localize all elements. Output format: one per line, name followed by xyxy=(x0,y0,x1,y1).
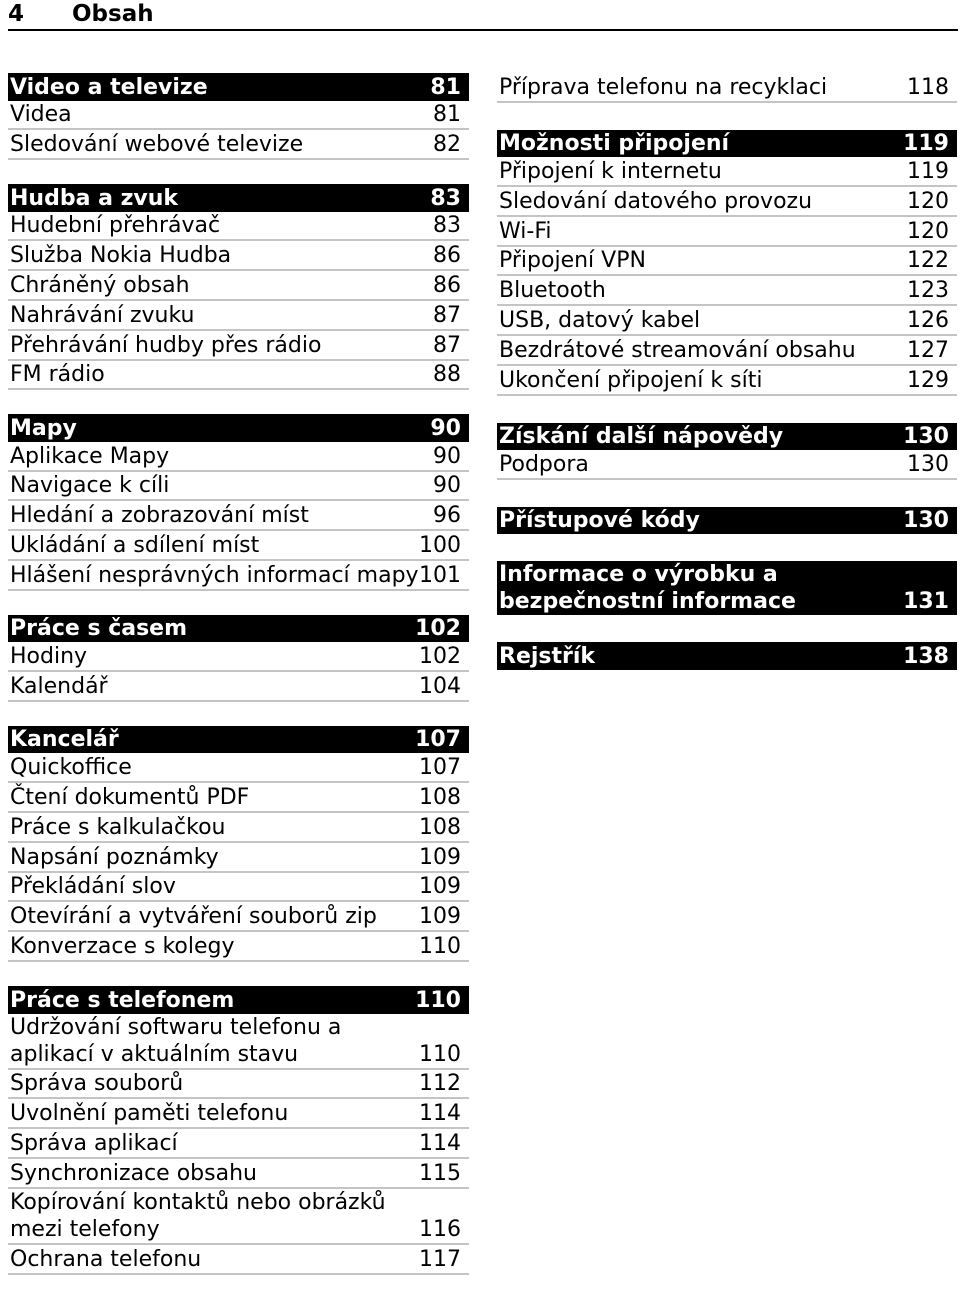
toc-entry-page: 116 xyxy=(419,1216,461,1242)
toc-entry[interactable] xyxy=(8,472,469,502)
toc-entry[interactable] xyxy=(8,212,469,242)
toc-entry-title: Hodiny xyxy=(10,644,88,670)
toc-section-title: Mapy xyxy=(10,415,77,441)
toc-section-page: 119 xyxy=(903,131,949,157)
toc-entry-page: 108 xyxy=(419,814,461,840)
toc-section-page: 130 xyxy=(903,424,949,450)
toc-section xyxy=(497,130,957,396)
toc-entry-page: 109 xyxy=(419,904,461,930)
toc-section-heading[interactable] xyxy=(8,615,469,643)
toc-entry-title: Navigace k cíli xyxy=(10,473,170,499)
toc-entry-title: Připojení VPN xyxy=(499,248,646,274)
toc-entry-title: Quickoffice xyxy=(10,755,132,781)
toc-entry-title: Aplikace Mapy xyxy=(10,443,170,469)
toc-section-page: 138 xyxy=(903,643,949,669)
toc-entry-page: 82 xyxy=(433,132,461,158)
toc-entry-page: 102 xyxy=(419,644,461,670)
toc-section xyxy=(497,507,957,535)
toc-entry-page: 108 xyxy=(419,785,461,811)
toc-entry-page: 112 xyxy=(419,1071,461,1097)
toc-entry-title: Napsání poznámky xyxy=(10,844,219,870)
toc-section-page: 107 xyxy=(415,727,461,753)
toc-section-page: 130 xyxy=(903,508,949,534)
toc-entry-page: 88 xyxy=(433,362,461,388)
toc-section-heading[interactable] xyxy=(497,642,957,670)
toc-section-page: 81 xyxy=(430,74,461,100)
toc-entry-title: Udržování softwaru telefonu a aplikací v aktuálním stavu xyxy=(10,1014,342,1067)
toc-section-heading[interactable] xyxy=(497,507,957,535)
toc-entry-page: 109 xyxy=(419,844,461,870)
toc-entry[interactable] xyxy=(497,247,957,277)
toc-entry-title: Správa souborů xyxy=(10,1071,184,1097)
toc-section-page: 83 xyxy=(430,185,461,211)
toc-section-heading[interactable] xyxy=(497,423,957,451)
toc-entry-page: 110 xyxy=(419,1041,461,1067)
toc-entry-title: USB, datový kabel xyxy=(499,308,701,334)
toc-section-heading[interactable] xyxy=(8,726,469,754)
toc-entry-title: Kalendář xyxy=(10,673,108,699)
toc-entry-title: Práce s kalkulačkou xyxy=(10,814,226,840)
toc-entry[interactable] xyxy=(8,1245,469,1275)
toc-section-title: Video a televize xyxy=(10,74,208,100)
toc-section xyxy=(8,986,469,1274)
toc-entry-title: Wi-Fi xyxy=(499,218,552,244)
toc-entry-page: 114 xyxy=(419,1101,461,1127)
toc-entry-page: 90 xyxy=(433,473,461,499)
toc-entry-title: Ukončení připojení k síti xyxy=(499,367,763,393)
toc-entry[interactable] xyxy=(8,301,469,331)
toc-entry-title: Podpora xyxy=(499,451,589,477)
toc-entry-page: 129 xyxy=(907,367,949,393)
toc-entry-title: Připojení k internetu xyxy=(499,159,722,185)
toc-entry[interactable] xyxy=(8,753,469,783)
toc-section-title: Práce s časem xyxy=(10,616,188,642)
toc-column-left xyxy=(8,73,469,1299)
toc-section-heading[interactable] xyxy=(8,73,469,101)
toc-section-heading[interactable] xyxy=(497,130,957,158)
toc-entry-page: 122 xyxy=(907,248,949,274)
toc-entry[interactable] xyxy=(497,306,957,336)
toc-section-title: Práce s telefonem xyxy=(10,987,235,1013)
toc-section-heading[interactable] xyxy=(497,561,957,615)
toc-entry-page: 120 xyxy=(907,188,949,214)
toc-section xyxy=(8,184,469,390)
toc-column-right xyxy=(497,73,957,697)
toc-entry-title: FM rádio xyxy=(10,362,105,388)
toc-entry-page: 104 xyxy=(419,673,461,699)
toc-entry-title: Bezdrátové streamování obsahu xyxy=(499,337,856,363)
toc-entry[interactable] xyxy=(497,336,957,366)
toc-section-title: Rejstřík xyxy=(499,643,596,669)
toc-entry-title: Chráněný obsah xyxy=(10,272,190,298)
toc-entry[interactable] xyxy=(497,450,957,480)
toc-section-heading[interactable] xyxy=(8,986,469,1014)
toc-entry-title: Čtení dokumentů PDF xyxy=(10,785,250,811)
toc-entry-title: Ukládání a sdílení míst xyxy=(10,533,260,559)
toc-entry[interactable] xyxy=(8,1014,469,1070)
toc-entry[interactable] xyxy=(8,331,469,361)
page-title: Obsah xyxy=(72,1,154,27)
toc-section-heading[interactable] xyxy=(8,184,469,212)
toc-entry-page: 107 xyxy=(419,755,461,781)
toc-entry[interactable] xyxy=(8,873,469,903)
toc-entry-page: 123 xyxy=(907,278,949,304)
toc-section-page: 131 xyxy=(903,589,949,615)
toc-entry[interactable] xyxy=(8,1189,469,1245)
toc-entry-title: Překládání slov xyxy=(10,874,176,900)
toc-entry[interactable] xyxy=(497,157,957,187)
toc-entry-page: 86 xyxy=(433,272,461,298)
toc-entry[interactable] xyxy=(8,442,469,472)
toc-entry-page: 126 xyxy=(907,308,949,334)
toc-entry-page: 90 xyxy=(433,443,461,469)
toc-entry-title: Uvolnění paměti telefonu xyxy=(10,1101,289,1127)
toc-section xyxy=(497,642,957,670)
toc-entry-title: Hlášení nesprávných informací mapy xyxy=(10,562,419,588)
toc-entry[interactable] xyxy=(8,932,469,962)
toc-section-title: Informace o výrobku a bezpečnostní informace xyxy=(499,562,796,615)
toc-entry[interactable] xyxy=(497,217,957,247)
toc-entry[interactable] xyxy=(8,101,469,131)
toc-section xyxy=(497,561,957,615)
toc-entry-page: 109 xyxy=(419,874,461,900)
toc-section-title: Hudba a zvuk xyxy=(10,185,179,211)
toc-section-heading[interactable] xyxy=(8,414,469,442)
toc-entry[interactable] xyxy=(8,1129,469,1159)
toc-entry-page: 87 xyxy=(433,332,461,358)
toc-entry-title: Hledání a zobrazování míst xyxy=(10,503,309,529)
toc-entry[interactable] xyxy=(8,130,469,160)
toc-entry-page: 96 xyxy=(433,503,461,529)
toc-section xyxy=(8,726,469,962)
toc-section xyxy=(8,615,469,702)
toc-entry-title: Příprava telefonu na recyklaci xyxy=(499,74,828,100)
toc-entry-page: 100 xyxy=(419,533,461,559)
toc-section-title: Získání další nápovědy xyxy=(499,424,784,450)
toc-entry[interactable] xyxy=(8,361,469,391)
toc-entry[interactable] xyxy=(497,73,957,103)
toc-entry[interactable] xyxy=(8,561,469,591)
toc-entry[interactable] xyxy=(497,276,957,306)
toc-entry[interactable] xyxy=(497,187,957,217)
toc-entry-page: 83 xyxy=(433,213,461,239)
toc-entry[interactable] xyxy=(8,531,469,561)
toc-section-title: Kancelář xyxy=(10,727,119,753)
toc-entry[interactable] xyxy=(8,813,469,843)
toc-entry-title: Sledování datového provozu xyxy=(499,188,813,214)
toc-entry[interactable] xyxy=(8,672,469,702)
toc-entry-title: Bluetooth xyxy=(499,278,606,304)
toc-entry[interactable] xyxy=(8,271,469,301)
toc-entry-page: 115 xyxy=(419,1160,461,1186)
toc-entry-title: Kopírování kontaktů nebo obrázků mezi telefony xyxy=(10,1189,386,1242)
toc-entry-title: Sledování webové televize xyxy=(10,132,304,158)
toc-entry-title: Hudební přehrávač xyxy=(10,213,221,239)
toc-section-title: Přístupové kódy xyxy=(499,508,700,534)
toc-entry[interactable] xyxy=(8,1070,469,1100)
toc-entry-title: Přehrávání hudby přes rádio xyxy=(10,332,322,358)
toc-entry[interactable] xyxy=(8,1099,469,1129)
toc-entry[interactable] xyxy=(497,366,957,396)
toc-entry-page: 114 xyxy=(419,1130,461,1156)
toc-entry-page: 81 xyxy=(433,102,461,128)
toc-entry-title: Konverzace s kolegy xyxy=(10,934,235,960)
toc-entry-title: Otevírání a vytváření souborů zip xyxy=(10,904,377,930)
toc-entry[interactable] xyxy=(8,843,469,873)
toc-entry[interactable] xyxy=(8,241,469,271)
toc-entry[interactable] xyxy=(8,902,469,932)
page-number: 4 xyxy=(8,1,25,27)
toc-entry-page: 118 xyxy=(907,74,949,100)
toc-section xyxy=(497,423,957,480)
toc-section xyxy=(8,414,469,590)
toc-entry[interactable] xyxy=(8,783,469,813)
toc-section-page: 110 xyxy=(415,987,461,1013)
toc-section xyxy=(8,73,469,160)
toc-entry[interactable] xyxy=(8,1159,469,1189)
toc-entry-title: Videa xyxy=(10,102,72,128)
toc-entry-title: Synchronizace obsahu xyxy=(10,1160,257,1186)
toc-section-page: 90 xyxy=(430,415,461,441)
toc-entry-page: 117 xyxy=(419,1246,461,1272)
toc-entry-title: Nahrávání zvuku xyxy=(10,302,195,328)
toc-entry-page: 130 xyxy=(907,451,949,477)
toc-section-page: 102 xyxy=(415,616,461,642)
toc-entry-title: Správa aplikací xyxy=(10,1130,178,1156)
toc-entry-page: 87 xyxy=(433,302,461,328)
toc-entry-page: 110 xyxy=(419,934,461,960)
toc-entry-page: 86 xyxy=(433,243,461,269)
page-header xyxy=(8,0,958,31)
toc-section-title: Možnosti připojení xyxy=(499,131,730,157)
toc-entry-page: 119 xyxy=(907,159,949,185)
toc-entry-page: 101 xyxy=(419,562,461,588)
toc-entry-title: Ochrana telefonu xyxy=(10,1246,202,1272)
toc-entry-page: 120 xyxy=(907,218,949,244)
toc-entry-page: 127 xyxy=(907,337,949,363)
toc-entry-title: Služba Nokia Hudba xyxy=(10,243,232,269)
toc-entry[interactable] xyxy=(8,501,469,531)
toc-entry[interactable] xyxy=(8,642,469,672)
